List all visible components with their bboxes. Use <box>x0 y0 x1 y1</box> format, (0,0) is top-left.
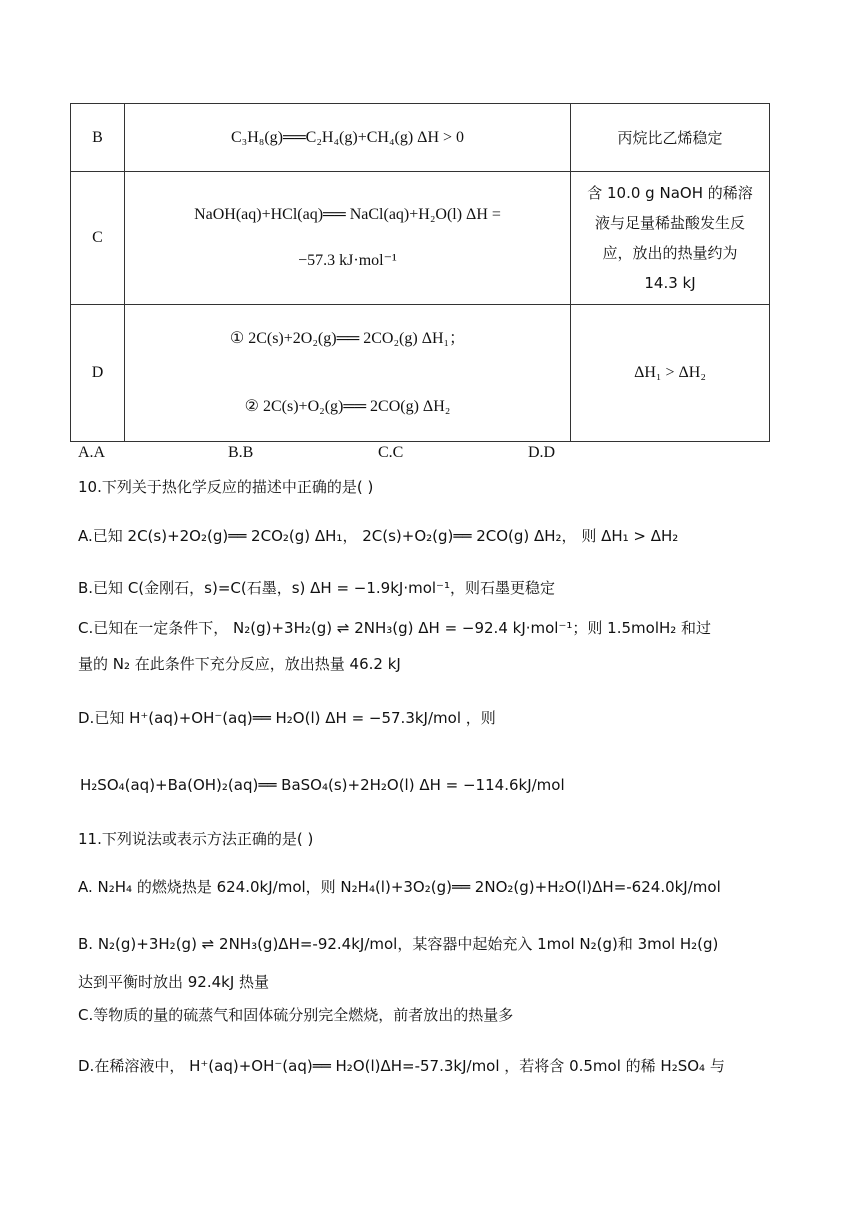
answer-table <box>70 103 770 442</box>
option-c: C.C <box>378 444 404 461</box>
table-row-d <box>71 305 770 442</box>
equation-cell <box>125 305 571 442</box>
question-10-option-a: A.已知 2C(s)+2O₂(g)══ 2CO₂(g) ΔH₁， 2C(s)+O₂(g)══ 2CO(g) ΔH₂， 则 ΔH₁ > ΔH₂ <box>78 527 679 545</box>
option-b: B.B <box>228 444 254 461</box>
question-10-option-d: D.已知 H⁺(aq)+OH⁻(aq)══ H₂O(l) ΔH = −57.3kJ/mol ，则 <box>78 709 496 727</box>
conclusion-line: 含 10.0 g NaOH 的稀溶 <box>587 184 753 202</box>
question-10-option-c-cont: 量的 N₂ 在此条件下充分反应，放出热量 46.2 kJ <box>78 655 401 673</box>
question-11-option-d: D.在稀溶液中， H⁺(aq)+OH⁻(aq)══ H₂O(l)ΔH=-57.3kJ/mol ，若将含 0.5mol 的稀 H₂SO₄ 与 <box>78 1057 725 1075</box>
equation-line: NaOH(aq)+HCl(aq)══ NaCl(aq)+H₂O(l) ΔH = <box>194 206 501 223</box>
question-11-option-b: B. N₂(g)+3H₂(g) ⇌ 2NH₃(g)ΔH=-92.4kJ/mol，某容器中起始充入 1mol N₂(g)和 3mol H₂(g) <box>78 935 719 953</box>
equation-line: ② 2C(s)+O₂(g)══ 2CO(g) ΔH₂ <box>244 398 451 415</box>
question-11-option-c: C.等物质的量的硫蒸气和固体硫分别完全燃烧，前者放出的热量多 <box>78 1006 514 1024</box>
question-10-option-d-cont: H₂SO₄(aq)+Ba(OH)₂(aq)══ BaSO₄(s)+2H₂O(l) ΔH = −114.6kJ/mol <box>80 776 565 794</box>
row-label: B <box>71 104 125 172</box>
question-11-option-b-cont: 达到平衡时放出 92.4kJ 热量 <box>78 973 270 991</box>
conclusion-cell: 丙烷比乙烯稳定 <box>571 104 770 172</box>
conclusion-cell: ΔH₁ > ΔH₂ <box>571 305 770 442</box>
conclusion-line: 应，放出的热量约为 <box>602 244 738 262</box>
equation-line: −57.3 kJ·mol⁻¹ <box>298 252 397 269</box>
equation-line: ① 2C(s)+2O₂(g)══ 2CO₂(g) ΔH₁； <box>229 330 466 347</box>
question-11-stem: 11.下列说法或表示方法正确的是( ) <box>78 830 314 848</box>
question-11-option-a: A. N₂H₄ 的燃烧热是 624.0kJ/mol，则 N₂H₄(l)+3O₂(g)══ 2NO₂(g)+H₂O(l)ΔH=-624.0kJ/mol <box>78 878 721 896</box>
row-label: D <box>71 305 125 442</box>
table-row-c <box>71 172 770 305</box>
question-10-stem: 10.下列关于热化学反应的描述中正确的是( ) <box>78 478 374 496</box>
option-a: A.A <box>78 444 106 461</box>
question-10-option-b: B.已知 C(金刚石，s)=C(石墨，s) ΔH = −1.9kJ·mol⁻¹，则石墨更稳定 <box>78 579 555 597</box>
question-10-option-c: C.已知在一定条件下， N₂(g)+3H₂(g) ⇌ 2NH₃(g) ΔH = −92.4 kJ·mol⁻¹；则 1.5molH₂ 和过 <box>78 619 712 637</box>
equation-cell: C₃H₈(g)══C₂H₄(g)+CH₄(g) ΔH > 0 <box>125 104 571 172</box>
row-label: C <box>71 172 125 305</box>
conclusion-line: 液与足量稀盐酸发生反 <box>594 214 745 232</box>
conclusion-line: 14.3 kJ <box>644 274 696 292</box>
table-row-b <box>71 104 770 172</box>
option-d: D.D <box>528 444 556 461</box>
equation-cell <box>125 172 571 305</box>
conclusion-cell <box>571 172 770 305</box>
